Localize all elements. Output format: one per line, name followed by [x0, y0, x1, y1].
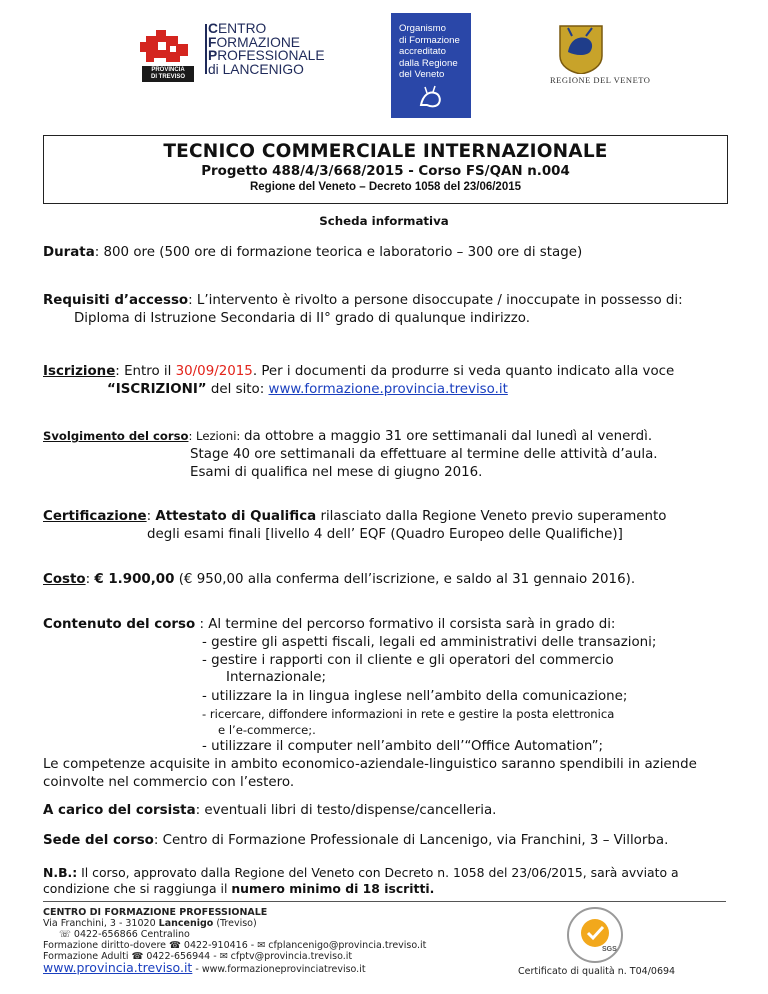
note-line	[43, 864, 679, 881]
schedule-exams: Esami di qualifica nel mese di giugno 2016.	[190, 465, 483, 480]
project-code: Progetto 488/4/3/668/2015 - Corso FS/QAN n.004	[201, 164, 570, 179]
regione-veneto-emblem	[556, 22, 606, 74]
quality-certificate: Certificato di qualità n. T04/0694	[518, 966, 676, 977]
footer-dd-label: Formazione diritto-dovere	[43, 940, 167, 951]
certification-sep: :	[146, 509, 156, 524]
enrollment-post: . Per i documenti da produrre si veda quanto indicato alla voce	[252, 364, 675, 379]
trainee-costs-text: : eventuali libri di testo/dispense/cancelleria.	[195, 803, 497, 818]
sgs-certification-logo	[566, 906, 624, 964]
organism-line-4: dalla Regione	[399, 57, 458, 69]
enrollment-label: Iscrizione	[43, 364, 116, 379]
content-item: - gestire gli aspetti fiscali, legali ed amministrativi delle transazioni;	[202, 635, 657, 650]
requirements-line	[43, 292, 683, 309]
sgs-label: SGS	[602, 946, 617, 953]
regione-veneto-label: REGIONE DEL VENETO	[550, 75, 651, 85]
phone-icon: ☏	[59, 929, 74, 940]
note-condition: condizione che si raggiunga il	[43, 881, 232, 896]
organism-accreditation-badge	[391, 13, 471, 118]
cfp-logo-text	[208, 22, 325, 76]
lion-icon	[417, 85, 445, 111]
duration-label: Durata	[43, 245, 95, 260]
certification-label: Certificazione	[43, 509, 147, 524]
schedule-lessons: da ottobre a maggio 31 ore settimanali dal lunedì al venerdì.	[244, 429, 653, 444]
mail-icon: ✉	[257, 940, 266, 951]
content-line	[43, 616, 615, 633]
footer-address-post: (Treviso)	[213, 918, 257, 929]
duration-line	[43, 244, 582, 261]
content-item: - gestire i rapporti con il cliente e gli operatori del commercio	[202, 653, 614, 668]
footer-training-dd	[43, 940, 426, 952]
mail-icon: ✉	[219, 951, 228, 962]
trainee-costs-line	[43, 802, 496, 819]
footer-sites	[43, 962, 366, 976]
schedule-stage: Stage 40 ore settimanali da effettuare al termine delle attività d’aula.	[190, 447, 658, 462]
footer-address-pre: Via Franchini, 3 - 31020	[43, 918, 159, 929]
certification-title: Attestato di Qualifica	[155, 509, 317, 524]
course-title-box	[43, 135, 728, 204]
footer-ad-label: Formazione Adulti	[43, 951, 129, 962]
venue-label: Sede del corso	[43, 833, 154, 848]
note-minimum: numero minimo di 18 iscritti.	[231, 881, 435, 896]
note-line-2	[43, 880, 434, 897]
cfp-cap-p: P	[208, 48, 218, 63]
footer-address-town: Lancenigo	[158, 918, 214, 929]
certification-text: rilasciato dalla Regione Veneto previo superamento	[316, 509, 667, 524]
organism-line-2: di Formazione	[399, 34, 460, 46]
enrollment-site-text: del sito:	[206, 382, 269, 397]
venue-line	[43, 832, 668, 849]
province-logo-line-2: DI TREVISO	[150, 74, 185, 80]
formazione-site-link[interactable]: www.formazioneprovinciatreviso.it	[201, 964, 366, 975]
info-sheet-heading: Scheda informativa	[319, 214, 449, 228]
organism-line-5: del Veneto	[399, 69, 445, 80]
requirements-line-2: Diploma di Istruzione Secondaria di II° grado di qualunque indirizzo.	[74, 311, 530, 326]
duration-text: : 800 ore (500 ore di formazione teorica e laboratorio – 300 ore di stage)	[94, 245, 583, 260]
trainee-costs-label: A carico del corsista	[43, 803, 196, 818]
enrollment-line-2	[107, 381, 508, 398]
content-closing-2: coinvolte nel commercio con l’estero.	[43, 775, 295, 790]
cost-line	[43, 571, 635, 588]
note-label: N.B.:	[43, 865, 78, 880]
provincia-treviso-logo	[136, 24, 200, 84]
cfp-rest-1: ENTRO	[217, 21, 267, 36]
content-item: - ricercare, diffondere informazioni in rete e gestire la posta elettronica	[202, 707, 615, 721]
requirements-label: Requisiti d’accesso	[43, 293, 189, 308]
provincia-site-link[interactable]: www.provincia.treviso.it	[43, 960, 193, 975]
cfp-cap-f: F	[208, 34, 217, 50]
fax-icon: ☎	[128, 951, 144, 962]
course-title: TECNICO COMMERCIALE INTERNAZIONALE	[163, 141, 608, 162]
content-item: - utilizzare la in lingua inglese nell’ambito della comunicazione;	[202, 689, 628, 704]
training-site-link[interactable]: www.formazione.provincia.treviso.it	[268, 382, 508, 397]
footer-phone	[59, 929, 190, 941]
cost-sep: :	[85, 572, 95, 587]
schedule-pre: : Lezioni:	[188, 429, 245, 443]
footer-ad-phone: 0422-656944 -	[143, 951, 220, 962]
decree-reference: Regione del Veneto – Decreto 1058 del 23/06/2015	[249, 181, 522, 193]
certification-line	[43, 508, 666, 525]
footer-ad-mail[interactable]: cfptv@provincia.treviso.it	[227, 951, 353, 962]
footer-dd-phone: 0422-910416 -	[180, 940, 258, 951]
cfp-cap-c: C	[208, 21, 218, 36]
schedule-label: Svolgimento del corso	[43, 429, 189, 443]
content-closing-1: Le competenze acquisite in ambito economico-aziendale-linguistico saranno spendibili in aziende	[43, 757, 697, 772]
cost-details: (€ 950,00 alla conferma dell’iscrizione, e saldo al 31 gennaio 2016).	[174, 572, 636, 587]
note-text: Il corso, approvato dalla Regione del Veneto con Decreto n. 1058 del 23/06/2015, sarà avviato a	[77, 865, 679, 880]
cfp-rest-3: ROFESSIONALE	[217, 48, 325, 63]
footer-phone-number: 0422-656866 Centralino	[73, 929, 190, 940]
content-label: Contenuto del corso	[43, 617, 196, 632]
cost-label: Costo	[43, 572, 86, 587]
footer-org: CENTRO DI FORMAZIONE PROFESSIONALE	[43, 907, 268, 918]
certification-line-2: degli esami finali [livello 4 dell’ EQF (Quadro Europeo delle Qualifiche)]	[147, 527, 623, 542]
content-item: e l’e-commerce;.	[218, 723, 316, 737]
footer-address	[43, 918, 257, 930]
venue-text: : Centro di Formazione Professionale di Lancenigo, via Franchini, 3 – Villorba.	[153, 833, 669, 848]
content-item: - utilizzare il computer nell’ambito dell’“Office Automation”;	[202, 739, 604, 754]
fax-icon: ☎	[166, 940, 181, 951]
enrollment-pre: : Entro il	[115, 364, 176, 379]
organism-line-1: Organismo	[399, 23, 446, 34]
cfp-rest-2: ORMAZIONE	[216, 34, 300, 50]
content-intro: : Al termine del percorso formativo il corsista sarà in grado di:	[195, 617, 616, 632]
cfp-rest-4: di LANCENIGO	[208, 61, 304, 77]
footer-divider	[43, 901, 726, 902]
content-item: Internazionale;	[226, 670, 326, 685]
organism-line-3: accreditato	[399, 46, 446, 57]
footer-site-sep: -	[192, 964, 202, 975]
enrollment-deadline: 30/09/2015	[175, 364, 253, 379]
province-logo-line-1: PROVINCIA	[151, 67, 185, 73]
schedule-line	[43, 428, 652, 445]
enrollment-line	[43, 363, 674, 380]
footer-dd-mail[interactable]: cfplancenigo@provincia.treviso.it	[265, 940, 427, 951]
requirements-text: : L’intervento è rivolto a persone disoccupate / inoccupate in possesso di:	[188, 293, 683, 308]
cost-amount: € 1.900,00	[94, 572, 175, 587]
enrollment-section-ref: “ISCRIZIONI”	[107, 382, 207, 397]
cfp-logo-bar	[205, 24, 207, 74]
